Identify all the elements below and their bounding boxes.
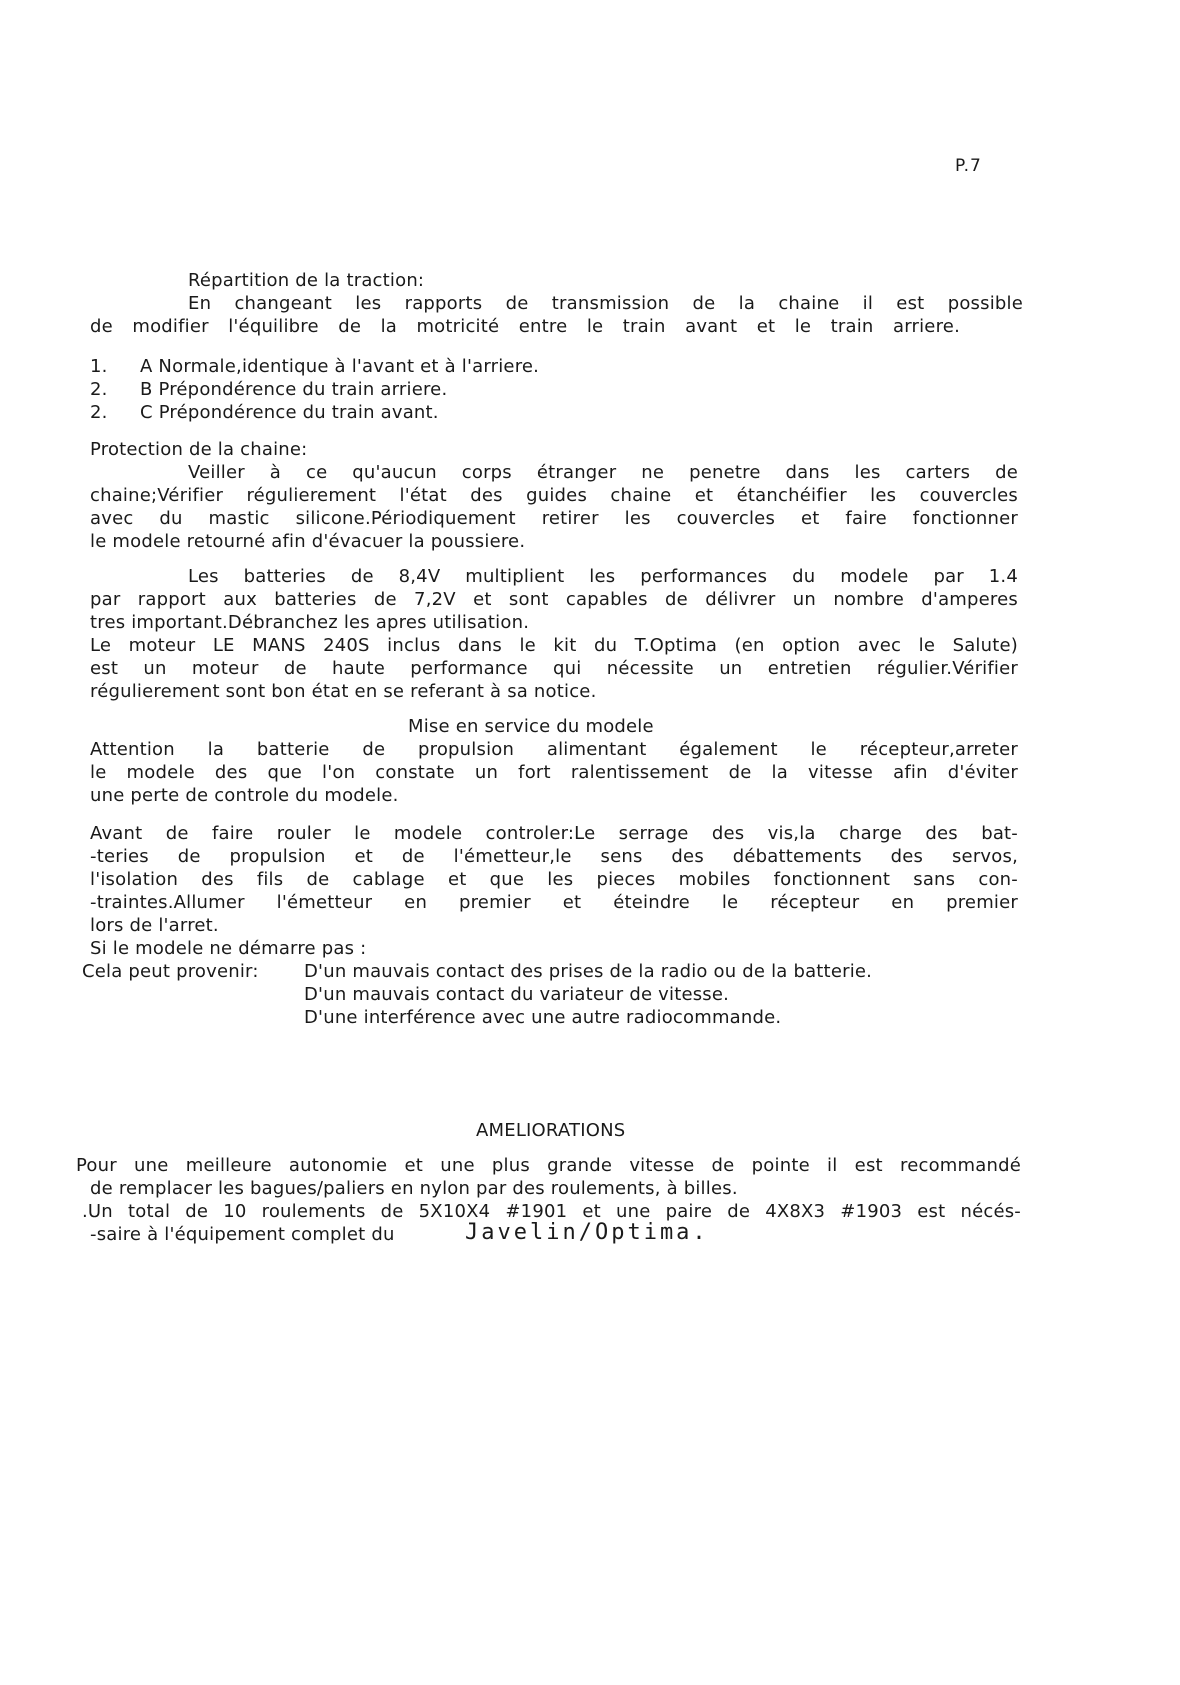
page-number: P.7 (955, 156, 982, 176)
text-line: Veiller à ce qu'aucun corps étranger ne penetre dans les carters de (188, 462, 1018, 483)
text-line: chaine;Vérifier régulierement l'état des guides chaine et étanchéifier les couvercles (90, 485, 1018, 506)
text-line: En changeant les rapports de transmission de la chaine il est possible (188, 293, 1023, 314)
text-line: lors de l'arret. (90, 915, 219, 936)
brand-name: Javelin/Optima. (465, 1220, 709, 1245)
list-item-text: A Normale,identique à l'avant et à l'arriere. (140, 356, 540, 377)
text-line: Pour une meilleure autonomie et une plus grande vitesse de pointe il est recommandé (76, 1155, 1021, 1176)
list-item-number: 1. (90, 356, 108, 377)
list-item-text: C Prépondérence du train avant. (140, 402, 439, 423)
cause-line: D'un mauvais contact des prises de la radio ou de la batterie. (304, 961, 873, 982)
cause-line: D'une interférence avec une autre radiocommande. (304, 1007, 782, 1028)
text-line: le modele des que l'on constate un fort ralentissement de la vitesse afin d'éviter (90, 762, 1018, 783)
text-line: Avant de faire rouler le modele controler:Le serrage des vis,la charge des bat- (90, 823, 1018, 844)
list-item-number: 2. (90, 402, 108, 423)
text-line: Attention la batterie de propulsion alimentant également le récepteur,arreter (90, 739, 1018, 760)
text-line: .Un total de 10 roulements de 5X10X4 #1901 et une paire de 4X8X3 #1903 est nécés- (82, 1201, 1021, 1222)
text-line: Le moteur LE MANS 240S inclus dans le kit du T.Optima (en option avec le Salute) (90, 635, 1018, 656)
list-item-text: B Prépondérence du train arriere. (140, 379, 448, 400)
text-line: Les batteries de 8,4V multiplient les performances du modele par 1.4 (188, 566, 1018, 587)
text-line: -saire à l'équipement complet du (90, 1224, 395, 1245)
text-line: l'isolation des fils de cablage et que les pieces mobiles fonctionnent sans con- (90, 869, 1018, 890)
list-item-number: 2. (90, 379, 108, 400)
text-line: par rapport aux batteries de 7,2V et sont capables de délivrer un nombre d'amperes (90, 589, 1018, 610)
text-line: le modele retourné afin d'évacuer la poussiere. (90, 531, 526, 552)
section-heading-ameliorations: AMELIORATIONS (476, 1120, 626, 1141)
section-heading-repartition: Répartition de la traction: (188, 270, 425, 291)
cause-line: D'un mauvais contact du variateur de vitesse. (304, 984, 730, 1005)
text-line: régulierement sont bon état en se referant à sa notice. (90, 681, 597, 702)
text-line: Si le modele ne démarre pas : (90, 938, 367, 959)
section-heading-mise-en-service: Mise en service du modele (408, 716, 654, 737)
text-line: de modifier l'équilibre de la motricité entre le train avant et le train arriere. (90, 316, 960, 337)
text-line: avec du mastic silicone.Périodiquement retirer les couvercles et faire fonctionner (90, 508, 1018, 529)
text-line: de remplacer les bagues/paliers en nylon par des roulements, à billes. (90, 1178, 738, 1199)
text-line: -teries de propulsion et de l'émetteur,le sens des débattements des servos, (90, 846, 1018, 867)
text-line: tres important.Débranchez les apres utilisation. (90, 612, 530, 633)
text-line: est un moteur de haute performance qui nécessite un entretien régulier.Vérifier (90, 658, 1018, 679)
section-heading-protection: Protection de la chaine: (90, 439, 308, 460)
causes-prefix: Cela peut provenir: (82, 961, 259, 982)
text-line: -traintes.Allumer l'émetteur en premier et éteindre le récepteur en premier (90, 892, 1018, 913)
text-line: une perte de controle du modele. (90, 785, 399, 806)
